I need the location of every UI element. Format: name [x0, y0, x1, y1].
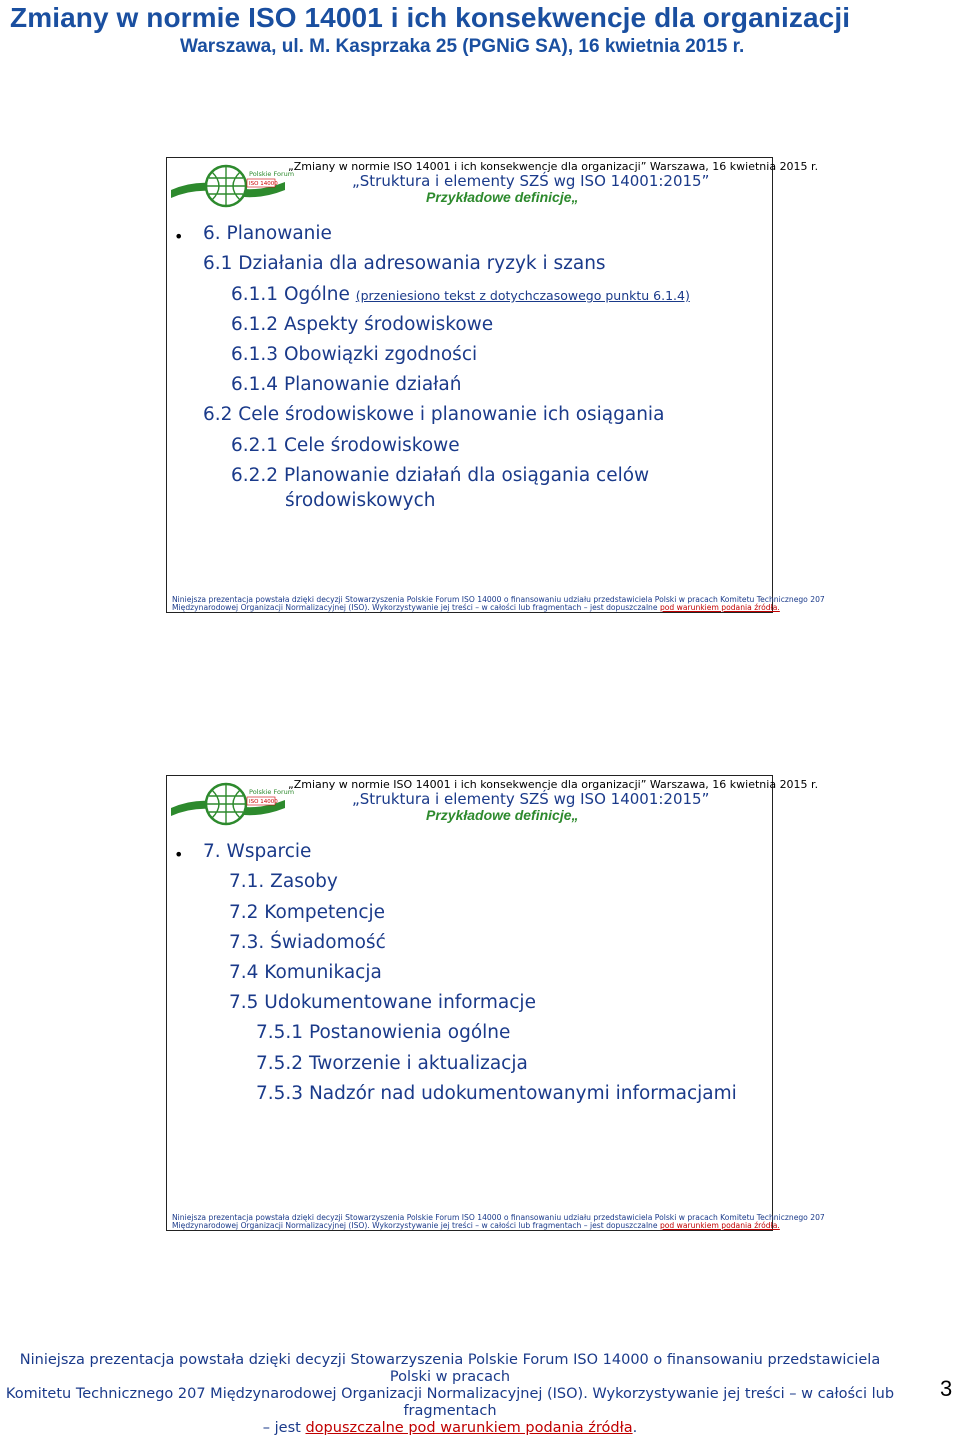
outline-item — [231, 284, 690, 305]
outline-item: 7.5.3 Nadzór nad udokumentowanymi informacjami — [256, 1083, 737, 1104]
outline-item: 6.1.2 Aspekty środowiskowe — [231, 314, 494, 335]
page-title: Zmiany w normie ISO 14001 i ich konsekwencje dla organizacji — [10, 2, 851, 33]
outline-item: 7.1. Zasoby — [229, 871, 338, 892]
slide-footer: Niniejsza prezentacja powstała dzięki decyzji Stowarzyszenia Polskie Forum ISO 14000 o finansowaniu udziału przedstawiciela Polski w pracach Komitetu Technicznego 207 Międzynarodowej Organizacji Normalizacyjnej (ISO). Wykorzystywanie jej treści – w całości lub fragmentach – jest dopuszczalne pod warunkiem podania źródła. — [172, 595, 825, 612]
definitions-title: Przykładowe definicje„ — [426, 189, 579, 205]
bullet-icon: • — [174, 845, 184, 864]
slide-footer: Niniejsza prezentacja powstała dzięki decyzji Stowarzyszenia Polskie Forum ISO 14000 o finansowaniu udziału przedstawiciela Polski w pracach Komitetu Technicznego 207 Międzynarodowej Organizacji Normalizacyjnej (ISO). Wykorzystywanie jej treści – w całości lub fragmentach – jest dopuszczalne pod warunkiem podania źródła. — [172, 1213, 825, 1230]
outline-item: 6.1.3 Obowiązki zgodności — [231, 344, 478, 365]
svg-text:ISO 14000: ISO 14000 — [249, 799, 278, 805]
bullet-icon: • — [174, 227, 184, 246]
svg-text:ISO 14000: ISO 14000 — [249, 181, 278, 187]
polskie-forum-iso-logo — [169, 778, 295, 830]
outline-item: środowiskowych — [285, 490, 436, 511]
outline-item-label: 6.1.1 Ogólne — [231, 284, 350, 305]
outline-item: 7.3. Świadomość — [229, 932, 386, 953]
outline-item: 6. Planowanie — [203, 223, 332, 244]
outline-item: 6.2.1 Cele środowiskowe — [231, 435, 460, 456]
page-number: 3 — [940, 1376, 953, 1401]
structure-title: „Struktura i elementy SZŚ wg ISO 14001:2015” — [352, 790, 710, 808]
outline-item: 6.1.4 Planowanie działań — [231, 374, 462, 395]
slide-6-planowanie — [166, 157, 825, 613]
outline-item: 6.2.2 Planowanie działań dla osiągania celów — [231, 465, 650, 486]
page-footer: Niniejsza prezentacja powstała dzięki decyzji Stowarzyszenia Polskie Forum ISO 14000 o finansowaniu przedstawiciela Polski w pracach Komitetu Technicznego 207 Międzynarodowej Organizacji Normalizacyjnej (ISO). Wykorzystywanie jej treści – w całości lub fragmentach – jest dopuszczalne pod warunkiem podania źródła. — [5, 1352, 895, 1436]
polskie-forum-iso-logo — [169, 160, 295, 212]
outline-item: 7.5 Udokumentowane informacje — [229, 992, 536, 1013]
svg-text:Polskie Forum: Polskie Forum — [249, 788, 295, 796]
slide-header-line: „Zmiany w normie ISO 14001 i ich konsekwencje dla organizacji” Warszawa, 16 kwietnia 2015 r. — [288, 160, 819, 173]
outline-item: 6.1 Działania dla adresowania ryzyk i szans — [203, 253, 606, 274]
svg-text:Polskie Forum: Polskie Forum — [249, 170, 295, 178]
outline-item: 7.5.2 Tworzenie i aktualizacja — [256, 1053, 528, 1074]
slide-7-wsparcie — [166, 775, 825, 1231]
outline-item: 7.2 Kompetencje — [229, 902, 386, 923]
page-subtitle: Warszawa, ul. M. Kasprzaka 25 (PGNiG SA), 16 kwietnia 2015 r. — [180, 36, 745, 57]
definitions-title: Przykładowe definicje„ — [426, 807, 579, 823]
structure-title: „Struktura i elementy SZŚ wg ISO 14001:2015” — [352, 172, 710, 190]
relocation-note: (przeniesiono tekst z dotychczasowego punktu 6.1.4) — [355, 288, 690, 303]
outline-item: 7. Wsparcie — [203, 841, 312, 862]
slide-header-line: „Zmiany w normie ISO 14001 i ich konsekwencje dla organizacji” Warszawa, 16 kwietnia 2015 r. — [288, 778, 819, 791]
outline-item: 6.2 Cele środowiskowe i planowanie ich osiągania — [203, 404, 665, 425]
outline-item: 7.4 Komunikacja — [229, 962, 382, 983]
outline-item: 7.5.1 Postanowienia ogólne — [256, 1022, 511, 1043]
